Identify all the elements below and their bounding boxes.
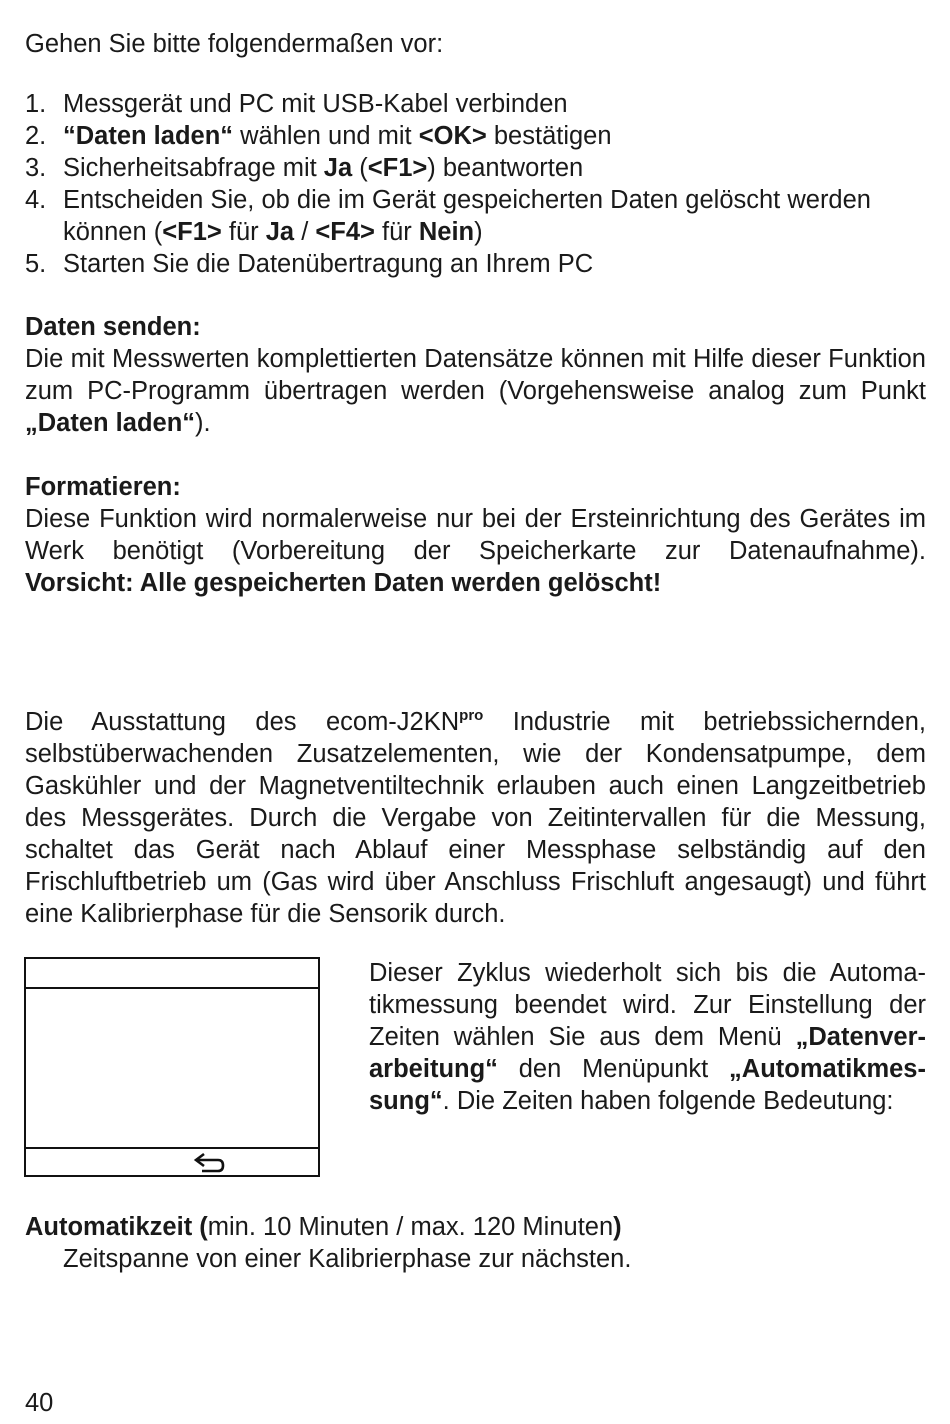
list-item: 1. Messgerät und PC mit USB-Kabel verbinden [25,90,568,118]
section-body: Diese Funktion wird normalerweise nur bei der Ersteinrichtung des Gerätes im Werk benötigt (Vorbereitung der Speicherkarte zur Datenaufnahme). [25,505,926,565]
warning-text: Vorsicht: Alle gespeicherten Daten werden gelöscht! [25,569,662,597]
steps-list [25,88,926,280]
section-body: Die mit Messwerten komplettierten Datensätze können mit Hilfe dieser Funktion zum PC-Programm übertragen werden (Vorgehensweise analog zum Punkt „Daten laden“). [25,345,926,437]
auto-paragraph: Die Ausstattung des ecom-$J2KN^{pro}$ Industrie mit betriebssichernden, selbstüberwachenden Zusatzelementen, wie der Kondensatpumpe, dem Gaskühler und der Magnetventiltechnik erlauben auch einen Langzeitbetrieb des Messgerätes. Durch die Vergabe von Zeitintervallen für die Messung, schaltet das Gerät nach Ablauf einer Messphase selbständig auf den Frischluftbetrieb um (Gas wird über Anschluss Frischluft angesaugt) und führt eine Kalibrierphase für die Sensorik durch. [25,707,926,928]
section-heading: Daten senden: [25,313,201,341]
intro-text: Gehen Sie bitte folgendermaßen vor: [25,30,444,58]
return-arrow-icon [192,1151,228,1175]
cycle-paragraph: Dieser Zyklus wiederholt sich bis die Automatikmessung beendet wird. Zur Einstellung der Zeiten wählen Sie aus dem Menü „Datenverarbeitung“ den Menüpunkt „Automatikmessung“. Die Zeiten haben folgende Bedeutung: [369,959,926,1115]
autotime-heading: Automatikzeit (min. 10 Minuten / max. 120 Minuten) [25,1213,622,1241]
section-heading: Formatieren: [25,473,181,501]
list-item: 5. Starten Sie die Datenübertragung an Ihrem PC [25,250,594,278]
list-item: 2. “Daten laden“ wählen und mit <OK> bestätigen [25,122,612,150]
page-number: 40 [25,1389,54,1417]
autotime-description: Zeitspanne von einer Kalibrierphase zur nächsten. [63,1245,632,1273]
device-screen-illustration [24,957,320,1177]
section-format [25,471,926,599]
autotime-section [25,1211,926,1275]
screen-header-divider [26,987,318,989]
section-send [25,311,926,439]
screen-footer-divider [26,1147,318,1149]
list-item: 4. Entscheiden Sie, ob die im Gerät gespeicherten Daten gelöscht werden können (<F1> für Ja / <F4> für Nein) [25,186,871,246]
list-item: 3. Sicherheitsabfrage mit Ja (<F1>) beantworten [25,154,584,182]
